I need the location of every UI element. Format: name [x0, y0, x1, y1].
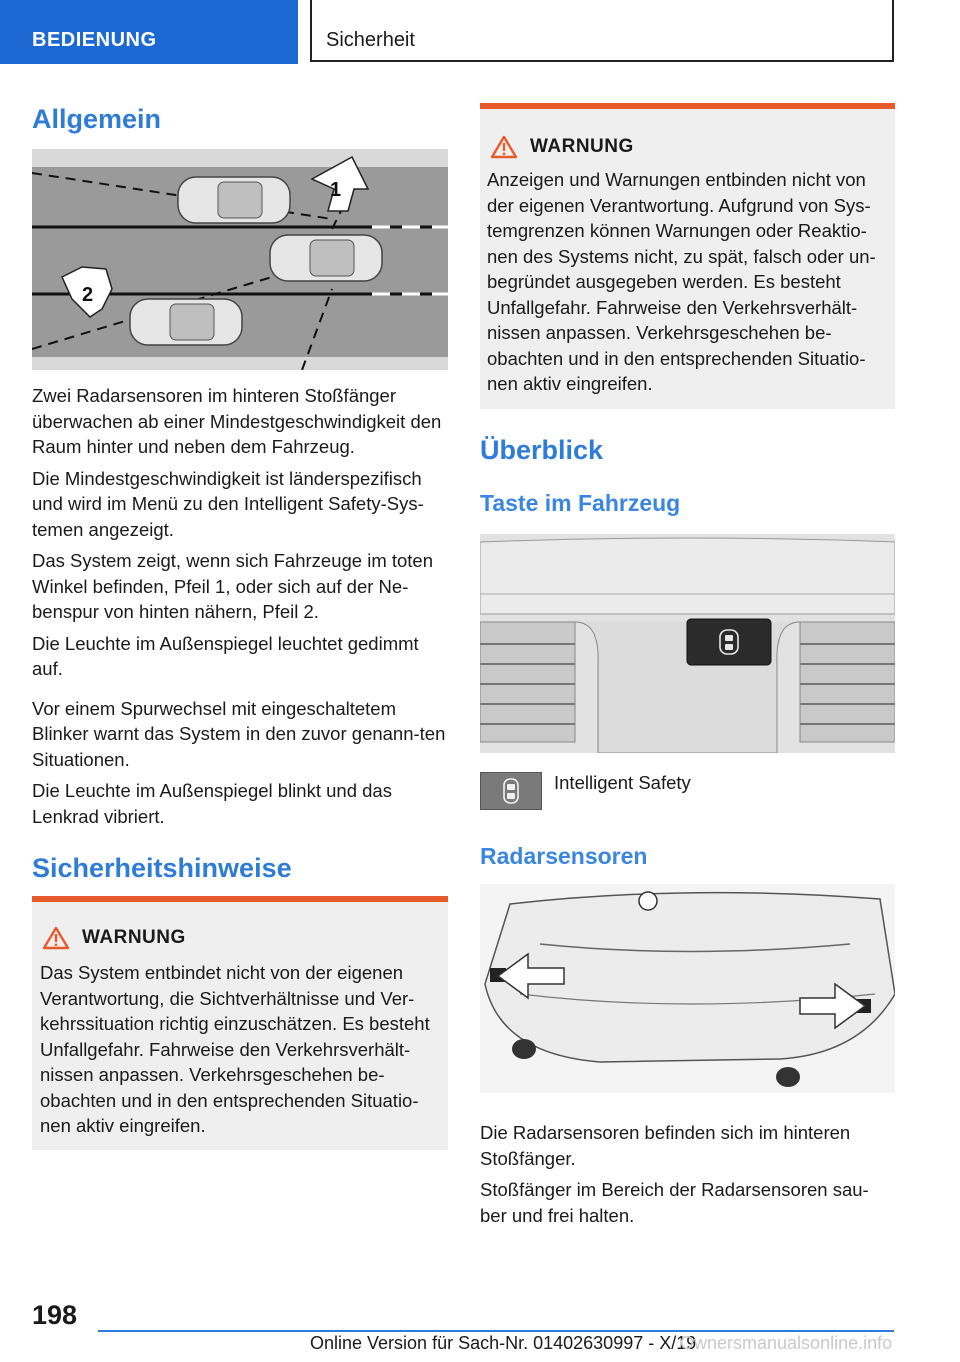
- warning-triangle-icon: [42, 926, 70, 950]
- paragraph: Vor einem Spurwechsel mit eingeschaltetem Blinker warnt das System in den zuvor genann‐ten Situationen.: [32, 697, 446, 770]
- subsection-title: Sicherheit: [326, 29, 415, 51]
- heading-taste-im-fahrzeug: Taste im Fahrzeug: [480, 490, 681, 516]
- warning-text: Das System entbindet nicht von der eigenen Verantwortung, die Sichtverhältnisse und Ver‐kehrssituation richtig einzuschätzen. Es besteht Unfallgefahr. Fahrweise den Verkehrsverhält‐nissen anpassen. Verkehrsgeschehen be‐obachten und in den entsprechenden Situatio‐nen aktiv eingreifen.: [40, 962, 430, 1136]
- exhaust-left-icon: [512, 1039, 536, 1059]
- paragraph: Die Leuchte im Außenspiegel blinkt und das Lenkrad vibriert.: [32, 780, 392, 827]
- exhaust-right-icon: [776, 1067, 800, 1087]
- rear-bumper-illustration: [480, 884, 895, 1093]
- warning-title: WARNUNG: [530, 136, 634, 157]
- dashboard-button-figure: [480, 534, 895, 753]
- arrow-1-label: 1: [330, 179, 342, 201]
- paragraph: Die Radarsensoren befinden sich im hinteren Stoßfänger.: [480, 1122, 851, 1169]
- dashboard-illustration: [480, 534, 895, 753]
- paragraph: Die Mindestgeschwindigkeit ist länderspezifisch und wird im Menü zu den Intelligent Safety-Sys‐temen angezeigt.: [32, 467, 424, 540]
- intelligent-safety-icon: [481, 773, 541, 809]
- online-version: Online Version für Sach-Nr. 01402630997 - X/19: [310, 1333, 697, 1353]
- blind-spot-illustration: [32, 149, 448, 370]
- warning-title: WARNUNG: [82, 927, 186, 948]
- heading-allgemein: Allgemein: [32, 104, 162, 134]
- button-label: Intelligent Safety: [554, 772, 691, 793]
- allgemein-body: [32, 383, 450, 829]
- paragraph: Zwei Radarsensoren im hinteren Stoßfänger überwachen ab einer Mindestgeschwindigkeit den Raum hinter und neben dem Fahrzeug.: [32, 385, 442, 457]
- subsection-tab: [310, 0, 894, 62]
- heading-ueberblick: Überblick: [480, 435, 604, 465]
- watermark: Ownersmanualsonline.info: [680, 1333, 893, 1353]
- radar-body: [480, 1120, 895, 1228]
- page-number: 198: [32, 1300, 78, 1330]
- paragraph: Die Leuchte im Außenspiegel leuchtet gedimmt auf.: [32, 632, 419, 679]
- radar-sensor-figure: [480, 884, 895, 1093]
- footer-divider: [98, 1330, 894, 1332]
- heading-radarsensoren: Radarsensoren: [480, 843, 648, 869]
- car-bottom: [130, 299, 242, 345]
- heading-sicherheitshinweise: Sicherheitshinweise: [32, 853, 292, 883]
- paragraph: Das System zeigt, wenn sich Fahrzeuge im toten Winkel befinden, Pfeil 1, oder sich auf der Ne‐benspur von hinten nähern, Pfeil 2.: [32, 550, 434, 622]
- section-tab: [0, 0, 298, 64]
- car-top: [178, 177, 290, 223]
- warning-box: [480, 103, 895, 409]
- blind-spot-figure: [32, 149, 448, 370]
- warning-box: [32, 896, 448, 1150]
- car-middle: [270, 235, 382, 281]
- warning-text: Anzeigen und Warnungen entbinden nicht von der eigenen Verantwortung. Aufgrund von Sys‐temgrenzen können Warnungen oder Reaktio‐nen des Systems nicht, zu spät, falsch oder un‐begründet ausgegeben werden. Es besteht Unfallgefahr. Fahrweise den Verkehrsverhält‐nissen anpassen. Verkehrsgeschehen be‐obachten und in den entsprechenden Situatio‐nen aktiv eingreifen.: [487, 169, 876, 394]
- arrow-2-label: 2: [82, 284, 94, 306]
- brand-logo-icon: [639, 892, 657, 910]
- warning-triangle-icon: [490, 135, 518, 159]
- paragraph: Stoßfänger im Bereich der Radarsensoren sau‐ber und frei halten.: [480, 1179, 869, 1226]
- intelligent-safety-button[interactable]: [480, 772, 542, 810]
- section-title: BEDIENUNG: [32, 29, 157, 51]
